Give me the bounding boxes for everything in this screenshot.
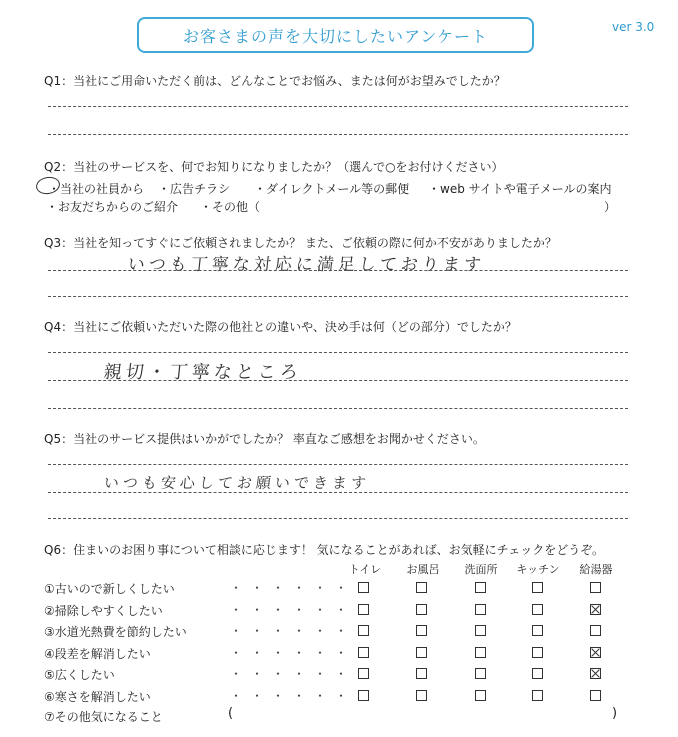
q6-question: Q6：住まいのお困り事について相談に応じます！ 気になることがあれば、お気軽にチェックをどうぞ。 bbox=[44, 543, 605, 557]
checkbox-bath[interactable] bbox=[416, 625, 427, 636]
q6-row-leader-dots: ・・・・・・ bbox=[230, 667, 357, 681]
checkbox-toilet[interactable] bbox=[358, 604, 369, 615]
checkbox-kitchen[interactable] bbox=[532, 690, 543, 701]
q4-answer-line-1[interactable] bbox=[48, 352, 628, 353]
column-header-bath: お風呂 bbox=[406, 563, 440, 576]
column-header-kitchen: キッチン bbox=[516, 563, 560, 576]
q2-option-flyer[interactable]: ・広告チラシ bbox=[158, 182, 231, 196]
checkbox-water-heater[interactable] bbox=[590, 625, 601, 636]
q2-question: Q2：当社のサービスを、何でお知りになりましたか？（選んで○をお付けください） bbox=[44, 160, 504, 174]
q2-option-other[interactable]: ・その他（ bbox=[200, 200, 261, 214]
column-header-toilet: トイレ bbox=[348, 563, 382, 576]
q6-row-label: ⑥寒さを解消したい bbox=[44, 689, 151, 704]
checkbox-washroom[interactable] bbox=[475, 625, 486, 636]
checkbox-washroom[interactable] bbox=[475, 690, 486, 701]
q2-option-staff[interactable]: ・当社の社員から bbox=[48, 182, 145, 196]
checkbox-kitchen[interactable] bbox=[532, 668, 543, 679]
q1-question: Q1：当社にご用命いただく前は、どんなことでお悩み、または何がお望みでしたか？ bbox=[44, 74, 506, 88]
q6-row-label: ⑤広くしたい bbox=[44, 668, 115, 682]
q4-handwritten-answer: 親切・丁寧なところ bbox=[102, 362, 303, 383]
q3-handwritten-answer: いつも丁寧な対応に満足しております bbox=[126, 255, 486, 275]
checkbox-bath[interactable] bbox=[416, 647, 427, 658]
q4-answer-line-2[interactable] bbox=[48, 380, 628, 381]
q5-handwritten-answer: いつも安心してお願いできます bbox=[103, 474, 371, 492]
q6-row-label: ④段差を解消したい bbox=[44, 646, 151, 661]
checkbox-water-heater[interactable] bbox=[590, 647, 601, 658]
checkbox-bath[interactable] bbox=[416, 582, 427, 593]
q6-row-leader-dots: ・・・・・・ bbox=[230, 645, 357, 660]
checkbox-washroom[interactable] bbox=[475, 604, 486, 615]
survey-title: お客さまの声を大切にしたいアンケート bbox=[137, 17, 534, 53]
q5-question: Q5：当社のサービス提供はいかがでしたか？ 率直なご感想をお聞かせください。 bbox=[44, 432, 485, 446]
checkbox-bath[interactable] bbox=[416, 690, 427, 701]
checkbox-water-heater[interactable] bbox=[590, 690, 601, 701]
checkbox-kitchen[interactable] bbox=[532, 647, 543, 658]
column-header-water-heater: 給湯器 bbox=[579, 563, 613, 576]
checkbox-toilet[interactable] bbox=[358, 582, 369, 593]
q6-row-label: ①古いので新しくしたい bbox=[44, 582, 175, 596]
q5-answer-line-1[interactable] bbox=[48, 464, 628, 465]
checkbox-bath[interactable] bbox=[416, 604, 427, 615]
checkbox-kitchen[interactable] bbox=[532, 625, 543, 636]
q4-question: Q4：当社にご依頼いただいた際の他社との違いや、決め手は何（どの部分）でしたか？ bbox=[44, 320, 517, 334]
q6-row-leader-dots: ・・・・・・ bbox=[230, 688, 357, 703]
q5-answer-line-3[interactable] bbox=[48, 518, 628, 519]
q6-row-label: ③水道光熱費を節約したい bbox=[44, 625, 187, 639]
checkbox-washroom[interactable] bbox=[475, 582, 486, 593]
q6-row-leader-dots: ・・・・・・ bbox=[230, 581, 357, 595]
version-label: ver 3.0 bbox=[612, 20, 655, 34]
checkbox-toilet[interactable] bbox=[358, 690, 369, 701]
q3-answer-line-1[interactable] bbox=[48, 270, 628, 271]
q2-other-close-paren: ） bbox=[604, 200, 617, 214]
q2-option-friend[interactable]: ・お友だちからのご紹介 bbox=[46, 200, 179, 214]
q6-other-close-paren: ) bbox=[612, 706, 618, 721]
q2-option-direct-mail[interactable]: ・ダイレクトメール等の郵便 bbox=[254, 182, 410, 196]
q2-option-website[interactable]: ・web サイトや電子メールの案内 bbox=[428, 182, 612, 196]
q4-answer-line-3[interactable] bbox=[48, 408, 628, 409]
checkbox-kitchen[interactable] bbox=[532, 582, 543, 593]
checkbox-toilet[interactable] bbox=[358, 668, 369, 679]
q6-other-open-paren: ( bbox=[228, 706, 234, 721]
q3-question: Q3：当社を知ってすぐにご依頼されましたか？ また、ご依頼の際に何か不安がありましたか？ bbox=[44, 236, 557, 250]
checkbox-water-heater[interactable] bbox=[590, 582, 601, 593]
q6-row-label: ②掃除しやすくしたい bbox=[44, 603, 163, 618]
checkbox-kitchen[interactable] bbox=[532, 604, 543, 615]
column-header-washroom: 洗面所 bbox=[464, 563, 498, 576]
checkbox-water-heater[interactable] bbox=[590, 668, 601, 679]
q1-answer-line-2[interactable] bbox=[48, 134, 628, 135]
checkbox-washroom[interactable] bbox=[475, 668, 486, 679]
q1-answer-line-1[interactable] bbox=[48, 106, 628, 107]
q6-other-label: ⑦その他気になること bbox=[44, 710, 163, 724]
q6-row-leader-dots: ・・・・・・ bbox=[230, 624, 357, 638]
checkbox-water-heater[interactable] bbox=[590, 604, 601, 615]
checkbox-toilet[interactable] bbox=[358, 625, 369, 636]
checkbox-bath[interactable] bbox=[416, 668, 427, 679]
q5-answer-line-2[interactable] bbox=[48, 492, 628, 493]
q3-answer-line-2[interactable] bbox=[48, 296, 628, 297]
checkbox-toilet[interactable] bbox=[358, 647, 369, 658]
checkbox-washroom[interactable] bbox=[475, 647, 486, 658]
q6-row-leader-dots: ・・・・・・ bbox=[230, 602, 357, 617]
